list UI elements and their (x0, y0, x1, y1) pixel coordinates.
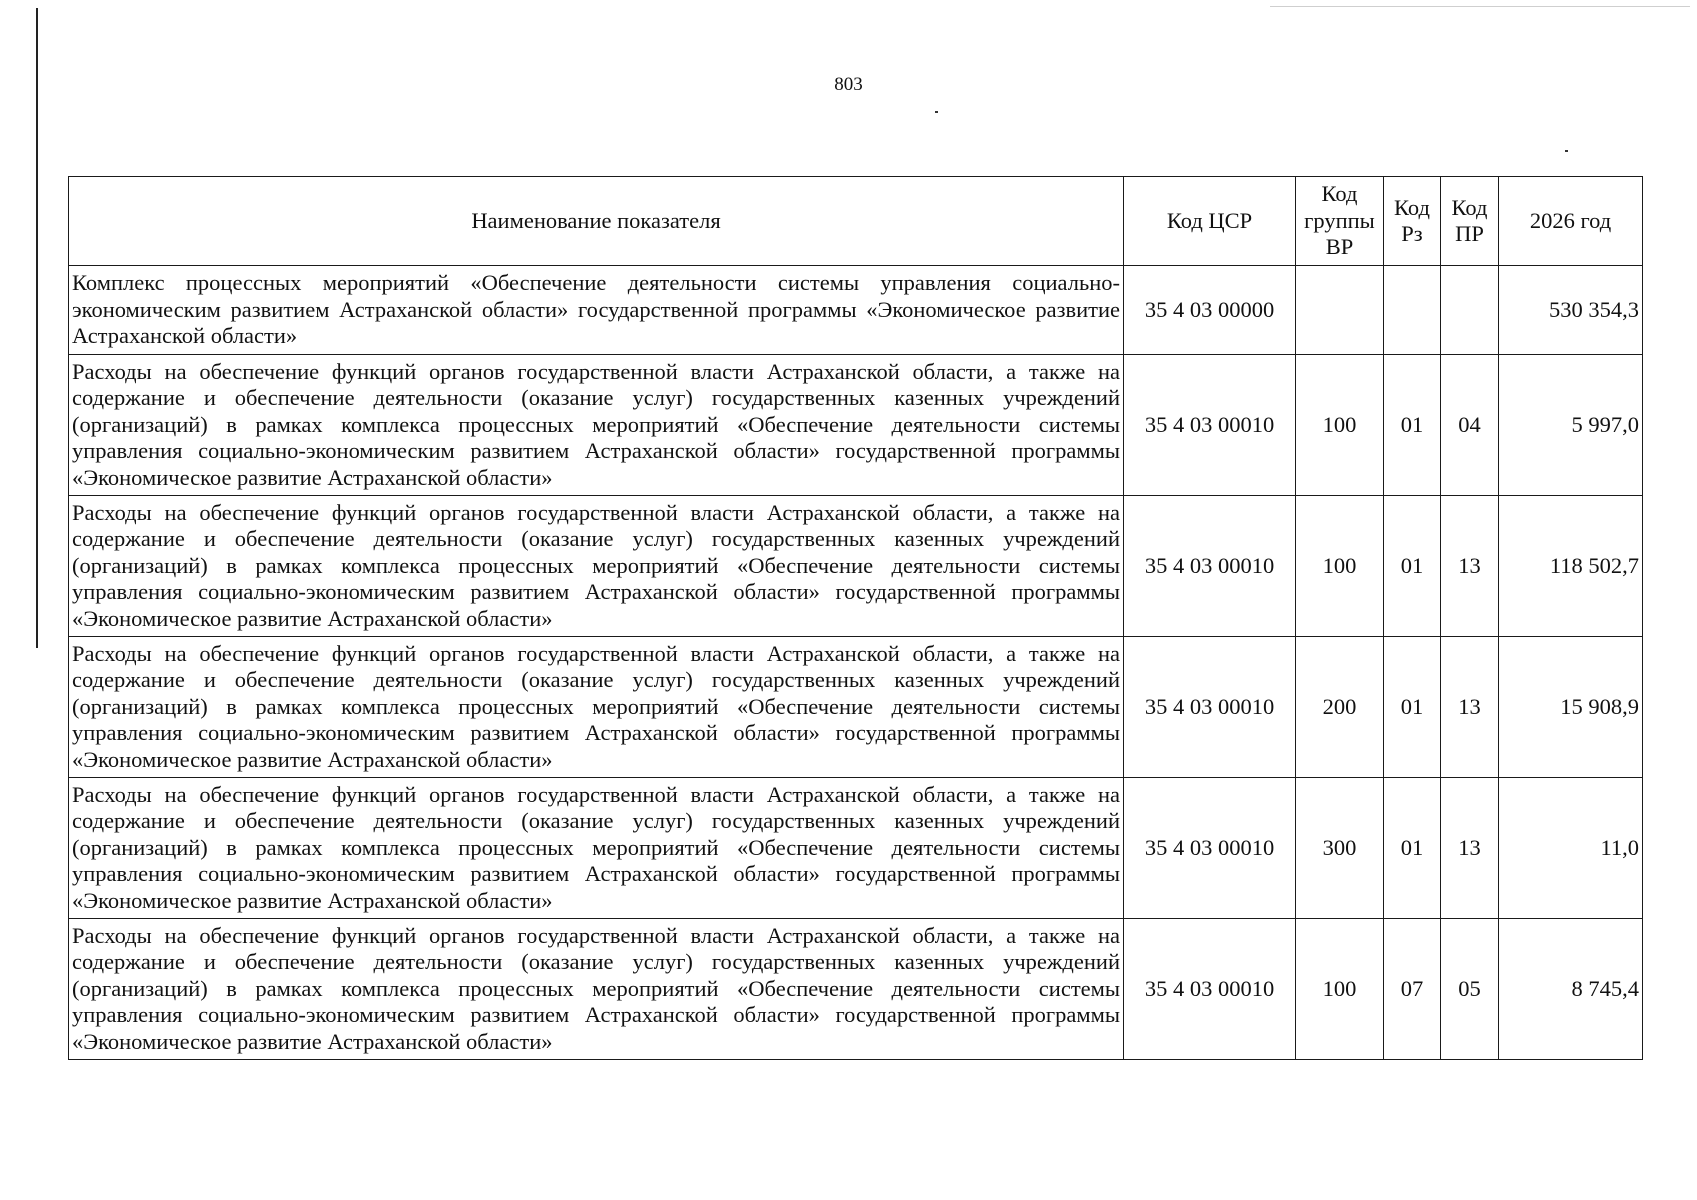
scan-speck (1565, 150, 1568, 152)
row-vr: 100 (1296, 919, 1384, 1060)
row-amount: 530 354,3 (1499, 266, 1643, 355)
table-row (69, 778, 1643, 919)
row-pr: 13 (1441, 778, 1499, 919)
row-rz (1384, 266, 1441, 355)
row-csr: 35 4 03 00000 (1124, 266, 1296, 355)
row-csr: 35 4 03 00010 (1124, 919, 1296, 1060)
table-row (69, 266, 1643, 355)
scan-edge-line (1270, 6, 1690, 7)
row-amount: 118 502,7 (1499, 496, 1643, 637)
row-rz: 01 (1384, 637, 1441, 778)
budget-table (68, 176, 1643, 1060)
row-vr: 100 (1296, 496, 1384, 637)
row-name: Расходы на обеспечение функций органов государственной власти Астраханской области, а также на содержание и обеспечение деятельности (оказание услуг) государственных казенных учреждений (организаций) в рамках комплекса процессных мероприятий «Обеспечение деятельности системы управления социально-экономическим развитием Астраханской области» государственной программы «Экономическое развитие Астраханской области» (69, 496, 1124, 637)
row-name: Расходы на обеспечение функций органов государственной власти Астраханской области, а также на содержание и обеспечение деятельности (оказание услуг) государственных казенных учреждений (организаций) в рамках комплекса процессных мероприятий «Обеспечение деятельности системы управления социально-экономическим развитием Астраханской области» государственной программы «Экономическое развитие Астраханской области» (69, 919, 1124, 1060)
row-rz: 01 (1384, 355, 1441, 496)
header-name: Наименование показателя (69, 177, 1124, 266)
row-vr: 100 (1296, 355, 1384, 496)
table-row (69, 355, 1643, 496)
row-rz: 07 (1384, 919, 1441, 1060)
header-rz: Код Рз (1384, 177, 1441, 266)
table-header-row (69, 177, 1643, 266)
row-pr: 13 (1441, 496, 1499, 637)
row-amount: 5 997,0 (1499, 355, 1643, 496)
row-pr: 05 (1441, 919, 1499, 1060)
binding-edge-line (36, 8, 38, 648)
row-rz: 01 (1384, 496, 1441, 637)
row-vr: 200 (1296, 637, 1384, 778)
header-vr: Код группы ВР (1296, 177, 1384, 266)
row-vr (1296, 266, 1384, 355)
row-pr: 04 (1441, 355, 1499, 496)
header-year: 2026 год (1499, 177, 1643, 266)
row-amount: 8 745,4 (1499, 919, 1643, 1060)
row-csr: 35 4 03 00010 (1124, 778, 1296, 919)
row-csr: 35 4 03 00010 (1124, 637, 1296, 778)
header-pr: Код ПР (1441, 177, 1499, 266)
row-name: Расходы на обеспечение функций органов государственной власти Астраханской области, а также на содержание и обеспечение деятельности (оказание услуг) государственных казенных учреждений (организаций) в рамках комплекса процессных мероприятий «Обеспечение деятельности системы управления социально-экономическим развитием Астраханской области» государственной программы «Экономическое развитие Астраханской области» (69, 355, 1124, 496)
header-csr: Код ЦСР (1124, 177, 1296, 266)
row-pr: 13 (1441, 637, 1499, 778)
row-amount: 11,0 (1499, 778, 1643, 919)
row-rz: 01 (1384, 778, 1441, 919)
row-csr: 35 4 03 00010 (1124, 496, 1296, 637)
row-csr: 35 4 03 00010 (1124, 355, 1296, 496)
row-name: Расходы на обеспечение функций органов государственной власти Астраханской области, а также на содержание и обеспечение деятельности (оказание услуг) государственных казенных учреждений (организаций) в рамках комплекса процессных мероприятий «Обеспечение деятельности системы управления социально-экономическим развитием Астраханской области» государственной программы «Экономическое развитие Астраханской области» (69, 778, 1124, 919)
row-name: Комплекс процессных мероприятий «Обеспечение деятельности системы управления социально-экономическим развитием Астраханской области» государственной программы «Экономическое развитие Астраханской области» (69, 266, 1124, 355)
row-amount: 15 908,9 (1499, 637, 1643, 778)
row-pr (1441, 266, 1499, 355)
table-row (69, 496, 1643, 637)
row-vr: 300 (1296, 778, 1384, 919)
table-row (69, 919, 1643, 1060)
table-row (69, 637, 1643, 778)
page-number: 803 (834, 74, 863, 95)
row-name: Расходы на обеспечение функций органов государственной власти Астраханской области, а также на содержание и обеспечение деятельности (оказание услуг) государственных казенных учреждений (организаций) в рамках комплекса процессных мероприятий «Обеспечение деятельности системы управления социально-экономическим развитием Астраханской области» государственной программы «Экономическое развитие Астраханской области» (69, 637, 1124, 778)
scan-speck (935, 111, 938, 113)
